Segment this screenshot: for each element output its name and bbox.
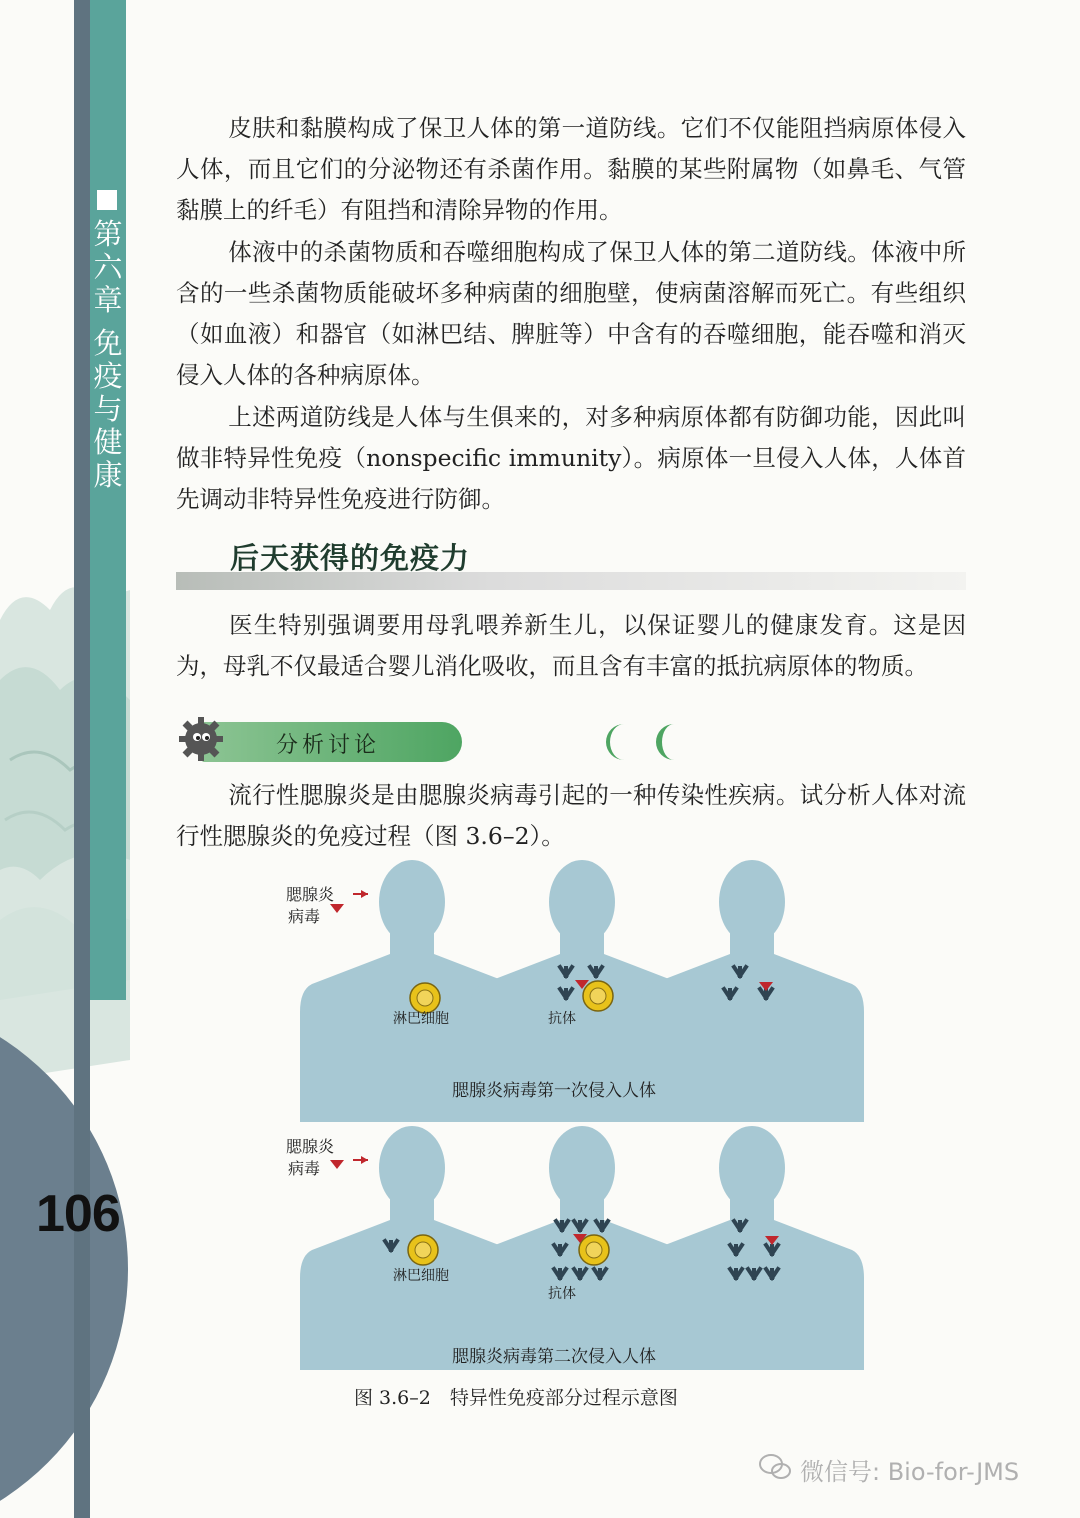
page-number: 106 bbox=[36, 1185, 120, 1243]
virus-marker-icon bbox=[330, 1160, 344, 1169]
chapter-char: 第 bbox=[93, 217, 123, 251]
paragraph: 上述两道防线是人体与生俱来的，对多种病原体都有防御功能，因此叫做非特异性免疫（nonspecific immunity）。病原体一旦侵入人体，人体首先调动非特异性免疫进行防御。 bbox=[176, 403, 966, 513]
paragraph: 皮肤和黏膜构成了保卫人体的第一道防线。它们不仅能阻挡病原体侵入人体，而且它们的分泌物还有杀菌作用。黏膜的某些附属物（如鼻毛、气管黏膜上的纤毛）有阻挡和清除异物的作用。 bbox=[176, 114, 966, 224]
lymphocyte-cell-icon bbox=[583, 981, 613, 1011]
discussion-banner bbox=[172, 710, 502, 768]
decorative-circle-icon bbox=[604, 722, 644, 762]
row1-caption: 腮腺炎病毒第一次侵入人体 bbox=[452, 1081, 656, 1101]
discussion-label: 分析讨论 bbox=[276, 733, 381, 758]
chapter-subtitle-char: 与 bbox=[93, 392, 123, 426]
human-body bbox=[640, 860, 864, 1122]
virus-label: 病毒 bbox=[288, 907, 321, 926]
chapter-subtitle-char: 免 bbox=[93, 326, 123, 360]
row2-caption: 腮腺炎病毒第二次侵入人体 bbox=[452, 1347, 656, 1367]
decorative-circle-icon bbox=[648, 722, 676, 762]
antibody-label: 抗体 bbox=[548, 1286, 576, 1302]
virus-label: 病毒 bbox=[288, 1159, 321, 1178]
discussion-paragraph: 流行性腮腺炎是由腮腺炎病毒引起的一种传染性疾病。试分析人体对流行性腮腺炎的免疫过程（图 3.6–2）。 bbox=[176, 781, 966, 850]
figure-illustration bbox=[0, 850, 1080, 1370]
lymphocyte-label: 淋巴细胞 bbox=[393, 1268, 449, 1284]
lymphocyte-label: 淋巴细胞 bbox=[393, 1011, 449, 1027]
section-title: 后天获得的免疫力 bbox=[230, 541, 471, 575]
wechat-icon bbox=[758, 1452, 792, 1482]
figure-3-6-2 bbox=[0, 850, 1080, 1430]
virus-marker-icon bbox=[330, 904, 344, 913]
paragraph: 医生特别强调要用母乳喂养新生儿，以保证婴儿的健康发育。这是因为，母乳不仅最适合婴儿消化吸收，而且含有丰富的抵抗病原体的物质。 bbox=[176, 611, 966, 680]
gear-mascot-icon bbox=[178, 716, 224, 762]
figure-caption: 图 3.6–2 特异性免疫部分过程示意图 bbox=[354, 1387, 678, 1409]
lymphocyte-cell-icon bbox=[579, 1235, 609, 1265]
lymphocyte-cell-icon bbox=[408, 1235, 438, 1265]
human-body bbox=[640, 1126, 864, 1370]
virus-label: 腮腺炎 bbox=[286, 1137, 335, 1156]
chapter-subtitle-char: 疫 bbox=[93, 359, 123, 393]
section-heading bbox=[176, 532, 966, 590]
watermark-text: 微信号: Bio-for-JMS bbox=[800, 1458, 1020, 1486]
chapter-subtitle-char: 健 bbox=[93, 425, 123, 459]
figure-row-second-infection bbox=[300, 1126, 864, 1370]
paragraph: 体液中的杀菌物质和吞噬细胞构成了保卫人体的第二道防线。体液中所含的一些杀菌物质能破坏多种病菌的细胞壁，使病菌溶解而死亡。有些组织（如血液）和器官（如淋巴结、脾脏等）中含有的吞噬细胞，能吞噬和消灭侵入人体的各种病原体。 bbox=[176, 238, 966, 389]
chapter-marker-square bbox=[97, 190, 117, 210]
chapter-subtitle-char: 康 bbox=[93, 458, 123, 492]
chapter-char: 章 bbox=[93, 283, 123, 317]
chapter-heading bbox=[92, 218, 124, 492]
virus-label: 腮腺炎 bbox=[286, 885, 335, 904]
chapter-char: 六 bbox=[93, 250, 123, 284]
antibody-label: 抗体 bbox=[548, 1011, 576, 1027]
